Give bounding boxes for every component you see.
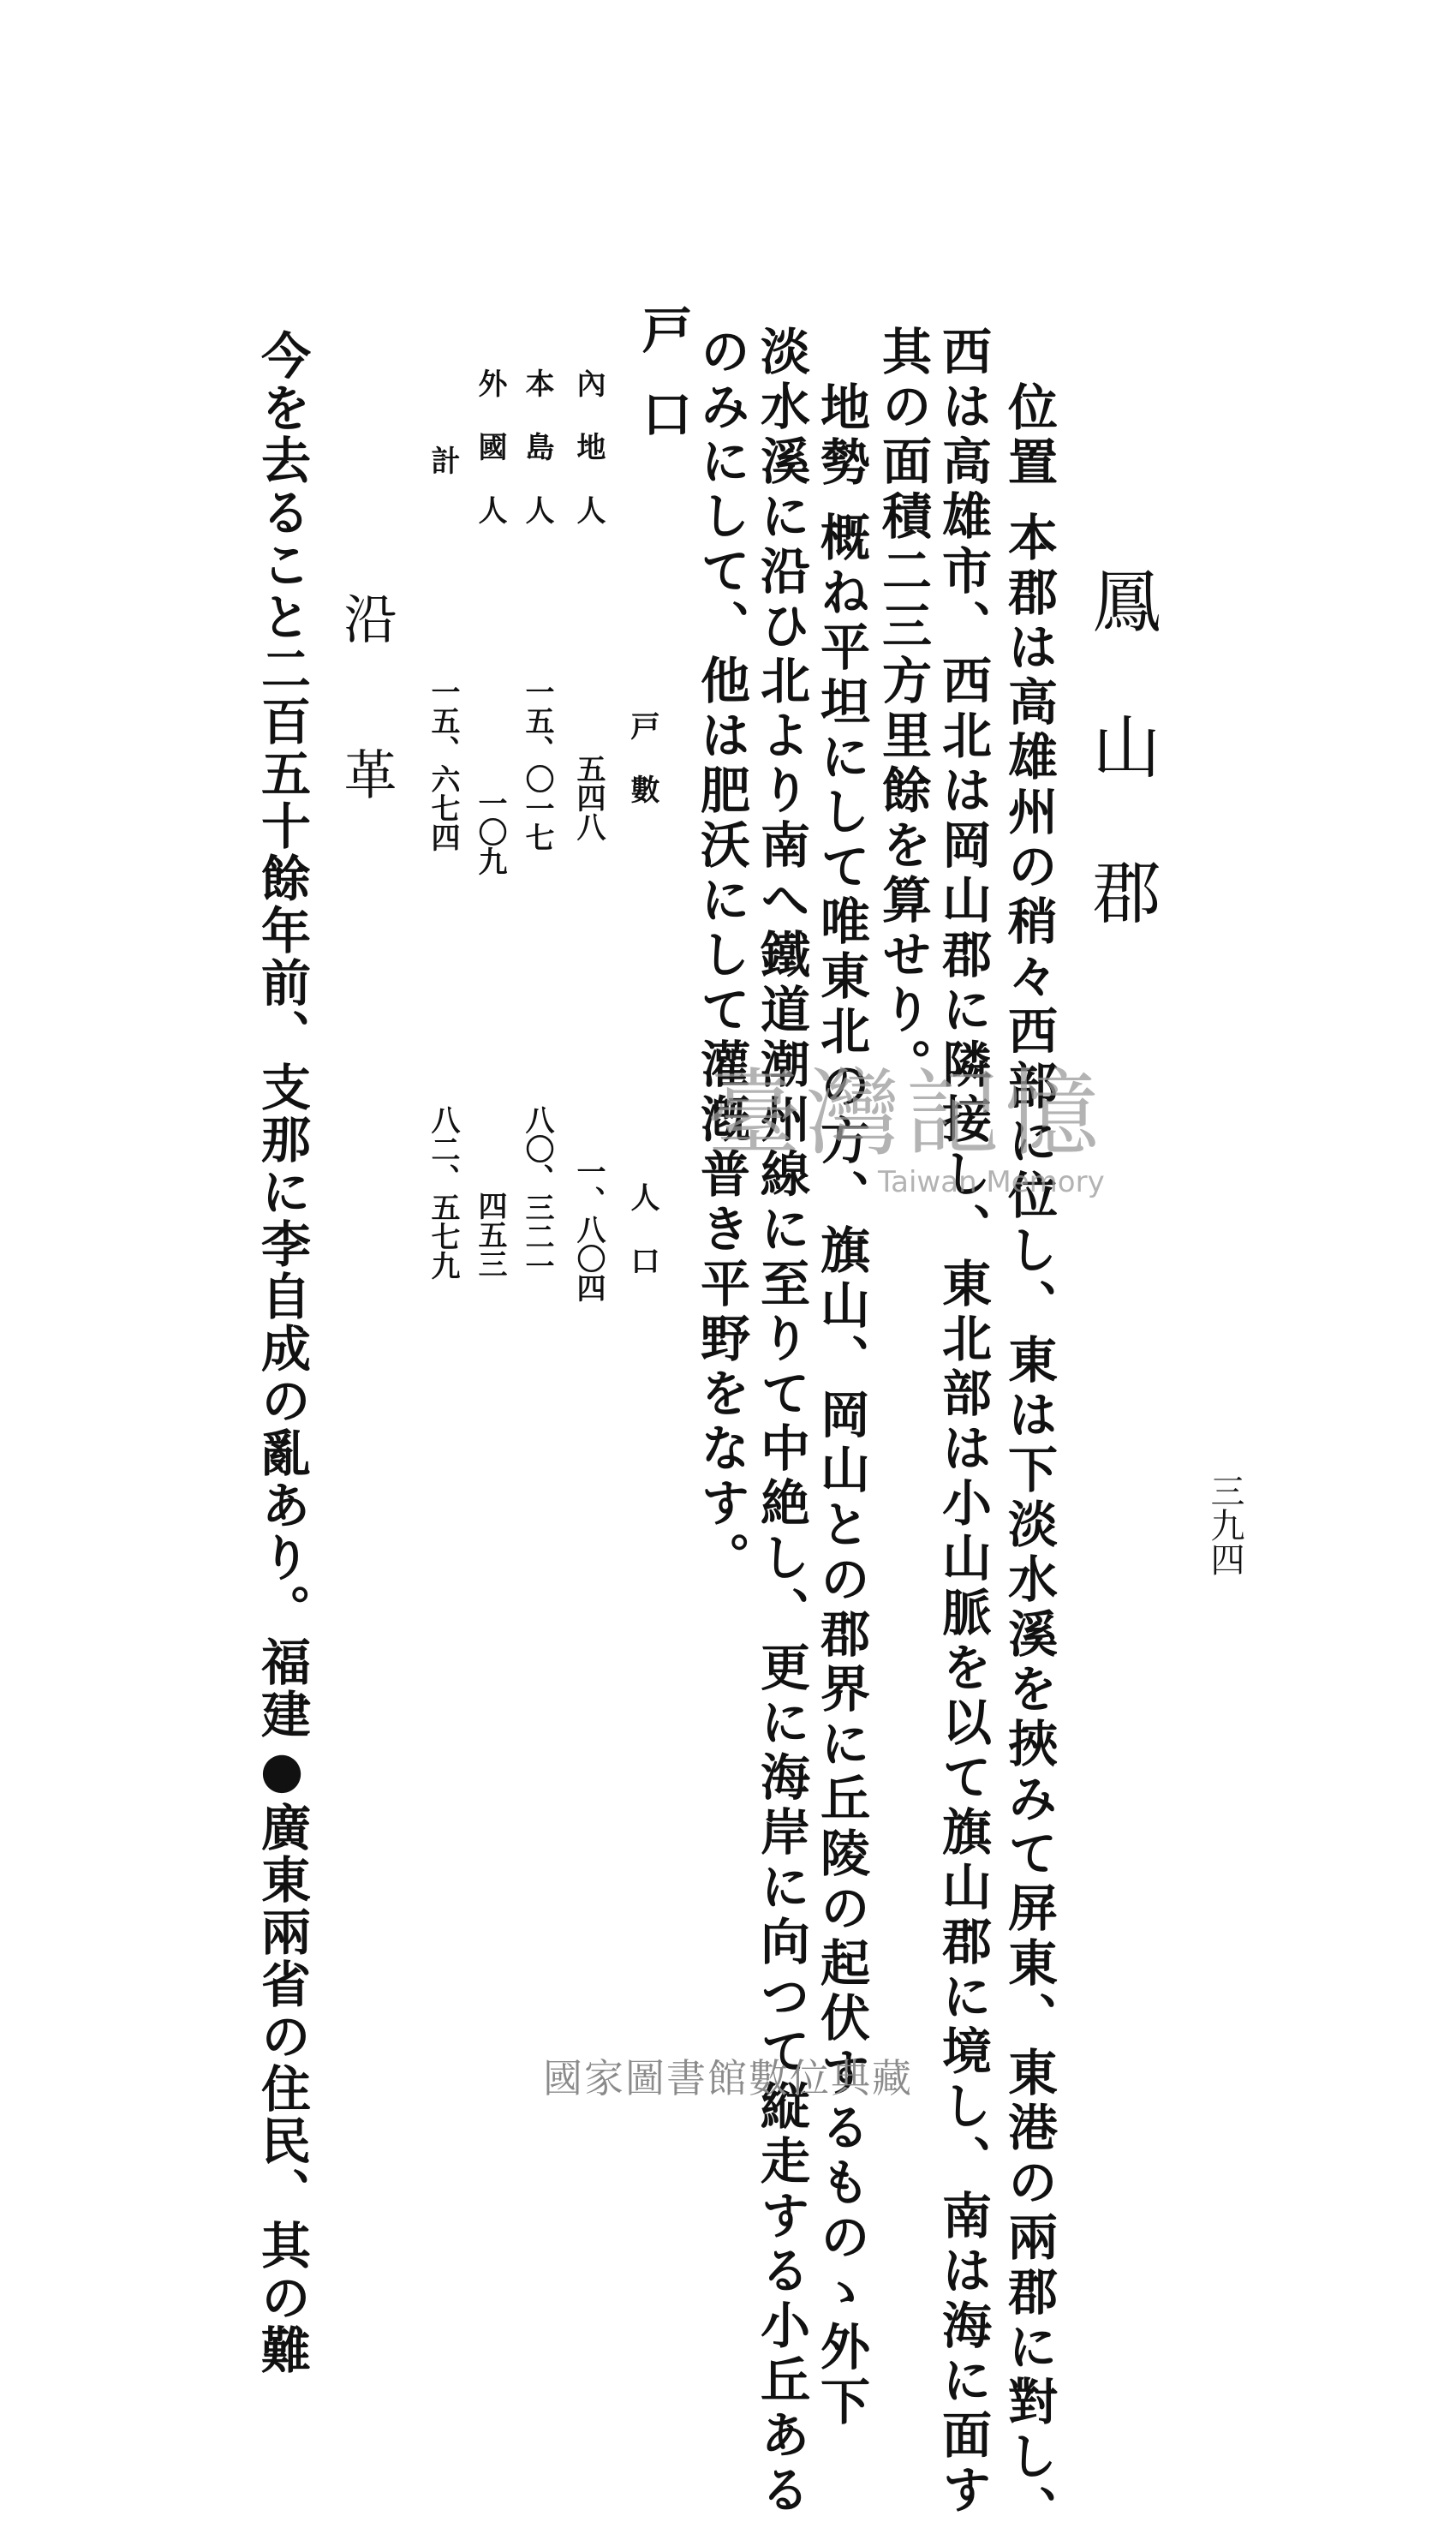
page-number: 三九四: [1205, 1473, 1244, 1576]
history-line-1: 今を去ること二百五十餘年前、支那に李自成の亂あり。福建●廣東兩省の住民、其の難: [253, 330, 311, 2376]
col-population-header: 人口: [625, 1182, 659, 1309]
watermark-sub: Taiwan Memory: [878, 1165, 1105, 1199]
watermark: [707, 1059, 1152, 1221]
terrain-line-2: 淡水溪に沿ひ北より南へ鐵道潮州線に至りて中絶し、更に海岸に向つて縦走する小丘ある: [752, 326, 810, 2519]
position-line-2: 西は高雄市、西北は岡山郡に隣接し、東北部は小山脈を以て旗山郡に境し、南は海に面す: [934, 326, 992, 2519]
terrain-heading: 地勢: [812, 381, 870, 491]
row-label-2: 本島人: [520, 368, 554, 559]
terrain-line-1: [812, 381, 870, 2430]
row-population-3: 四五三: [473, 1191, 507, 1278]
position-text-1: 本郡は高雄州の稍々西部に位し、東は下淡水溪を挾みて屏東、東港の兩郡に對し、: [1000, 511, 1058, 2540]
terrain-text-1: 概ね平坦にして唯東北の方、旗山、岡山との郡界に丘陵の起伏するものゝ外下: [812, 511, 870, 2430]
footer-credit: 國家圖書館數位典藏: [543, 2055, 913, 2101]
row-label-4: 計: [426, 445, 460, 475]
page-title: 鳳山郡: [1081, 565, 1161, 1002]
row-households-1: 五四八: [571, 754, 606, 841]
row-households-3: 一〇九: [473, 788, 507, 876]
watermark-main: 臺灣記憶: [707, 1059, 1104, 1168]
row-label-1: 內地人: [571, 368, 606, 559]
position-heading: 位置: [1000, 381, 1058, 491]
row-households-4: 一五、六七四: [426, 677, 460, 852]
row-households-2: 一五、〇一七: [520, 677, 554, 852]
row-population-2: 八〇、三二一: [520, 1105, 554, 1280]
position-line-3: 其の面積二三方里餘を算せり。: [874, 326, 932, 1093]
col-households-header: 戸數: [625, 711, 659, 838]
row-population-1: 一、八〇四: [571, 1156, 606, 1302]
history-heading: 沿革: [335, 591, 397, 903]
row-label-3: 外國人: [473, 368, 507, 559]
terrain-line-3: のみにして、他は肥沃にして灌漑普き平野をなす。: [692, 326, 750, 1587]
position-line-1: [1000, 381, 1058, 2540]
row-population-4: 八二、五七九: [426, 1105, 460, 1280]
households-heading: 戸口: [634, 304, 692, 472]
